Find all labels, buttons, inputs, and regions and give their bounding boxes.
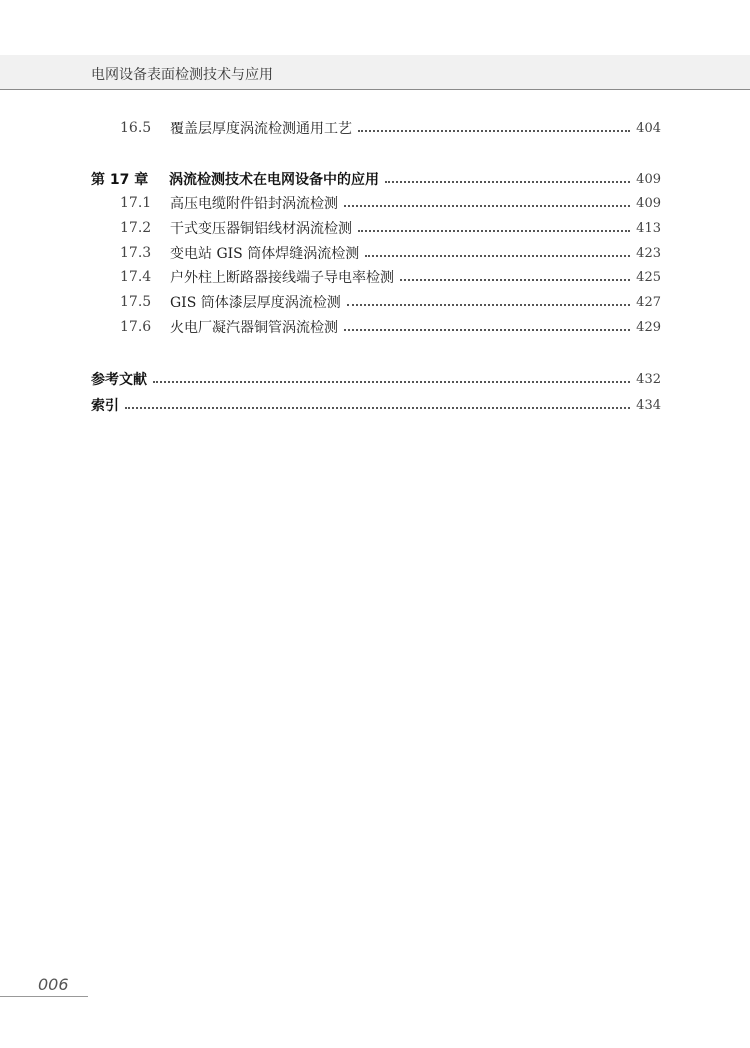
running-header — [0, 55, 750, 90]
page-number: 434 — [636, 397, 661, 413]
dot-leader — [385, 181, 630, 183]
dot-leader — [365, 255, 630, 257]
section-number: 17.4 — [120, 269, 152, 285]
dot-leader — [347, 304, 630, 306]
dot-leader — [400, 279, 630, 281]
page-number: 429 — [636, 319, 661, 335]
toc-entry-17-4[interactable] — [120, 266, 661, 288]
dot-leader — [358, 130, 630, 132]
index-title: 索引 — [91, 398, 119, 414]
page-number: 432 — [636, 371, 661, 387]
toc-entry-17-3[interactable] — [120, 242, 661, 264]
toc-entry-references[interactable] — [91, 368, 661, 390]
section-number: 17.5 — [120, 294, 152, 310]
footer-rule — [0, 996, 88, 997]
page-number: 404 — [636, 120, 661, 136]
dot-leader — [153, 381, 630, 383]
toc-entry-17-2[interactable] — [120, 217, 661, 239]
toc-entry-16-5[interactable] — [120, 117, 661, 139]
references-title: 参考文献 — [91, 372, 147, 388]
section-number: 17.3 — [120, 245, 152, 261]
section-title: 干式变压器铜铝线材涡流检测 — [170, 221, 352, 237]
chapter-title: 涡流检测技术在电网设备中的应用 — [169, 172, 379, 188]
page-number: 427 — [636, 294, 661, 310]
toc-entry-17-6[interactable] — [120, 316, 661, 338]
page-number: 425 — [636, 269, 661, 285]
section-number: 17.2 — [120, 220, 152, 236]
page-number: 409 — [636, 195, 661, 211]
section-number: 17.6 — [120, 319, 152, 335]
toc-entry-index[interactable] — [91, 394, 661, 416]
toc-entry-chapter-17[interactable] — [91, 168, 661, 190]
section-number: 17.1 — [120, 195, 152, 211]
section-number: 16.5 — [120, 120, 152, 136]
section-title: 户外柱上断路器接线端子导电率检测 — [170, 270, 394, 286]
dot-leader — [358, 230, 630, 232]
dot-leader — [344, 329, 630, 331]
book-title: 电网设备表面检测技术与应用 — [91, 67, 273, 83]
page-number: 413 — [636, 220, 661, 236]
chapter-number: 第 17 章 — [91, 172, 149, 188]
dot-leader — [125, 407, 630, 409]
page-number: 409 — [636, 171, 661, 187]
section-title: GIS 筒体漆层厚度涡流检测 — [170, 295, 341, 311]
section-title: 火电厂凝汽器铜管涡流检测 — [170, 320, 338, 336]
toc-entry-17-1[interactable] — [120, 192, 661, 214]
section-title: 高压电缆附件铅封涡流检测 — [170, 196, 338, 212]
page-footer-number: 006 — [38, 975, 69, 994]
dot-leader — [344, 205, 630, 207]
toc-entry-17-5[interactable] — [120, 291, 661, 313]
page-number: 423 — [636, 245, 661, 261]
section-title: 变电站 GIS 筒体焊缝涡流检测 — [170, 246, 360, 262]
section-title: 覆盖层厚度涡流检测通用工艺 — [170, 121, 352, 137]
